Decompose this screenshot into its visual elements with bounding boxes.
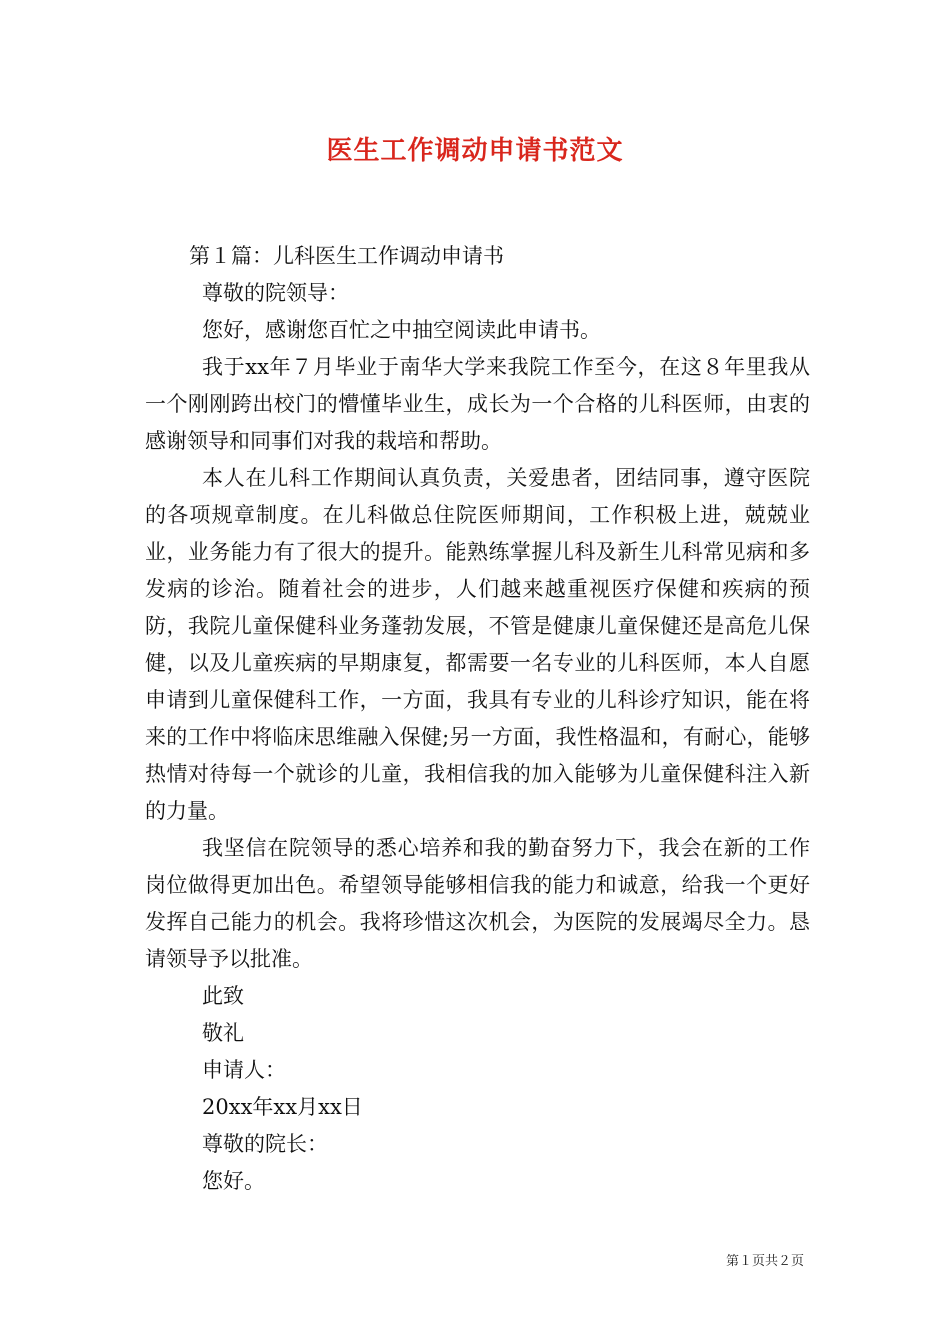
date: 20xx年xx月xx日 — [202, 1095, 363, 1119]
paragraph-2: 本人在儿科工作期间认真负责，关爱患者，团结同事，遵守医院的各项规章制度。在儿科做总住院医师期间，工作积极上进，兢兢业业，业务能力有了很大的提升。能熟练掌握儿科及新生儿科常见病和多发病的诊治。随着社会的进步，人们越来越重视医疗保健和疾病的预防，我院儿童保健科业务蓬勃发展，不管是健康儿童保健还是高危儿保健，以及儿童疾病的早期康复，都需要一名专业的儿科医师，本人自愿申请到儿童保健科工作，一方面，我具有专业的儿科诊疗知识，能在将来的工作中将临床思维融入保健;另一方面，我性格温和，有耐心，能够热情对待每一个就诊的儿童，我相信我的加入能够为儿童保健科注入新的力量。 — [145, 466, 810, 823]
greeting: 您好，感谢您百忙之中抽空阅读此申请书。 — [202, 318, 601, 342]
salutation-2: 尊敬的院长： — [202, 1132, 328, 1156]
page-indicator: 第１页共２页 — [725, 1254, 804, 1269]
salutation: 尊敬的院领导： — [202, 281, 349, 305]
section-heading: 第１篇：儿科医生工作调动申请书 — [189, 244, 504, 268]
closing-2: 敬礼 — [202, 1021, 244, 1045]
document-title: 医生工作调动申请书范文 — [326, 136, 624, 166]
greeting-2: 您好。 — [202, 1169, 265, 1193]
applicant-label: 申请人： — [202, 1058, 286, 1082]
paragraph-3: 我坚信在院领导的悉心培养和我的勤奋努力下，我会在新的工作岗位做得更加出色。希望领导能够相信我的能力和诚意，给我一个更好发挥自己能力的机会。我将珍惜这次机会，为医院的发展竭尽全力。恳请领导予以批准。 — [145, 836, 810, 971]
document-body — [145, 238, 810, 1200]
paragraph-1: 我于xx年７月毕业于南华大学来我院工作至今，在这８年里我从一个刚刚跨出校门的懵懂毕业生，成长为一个合格的儿科医师，由衷的感谢领导和同事们对我的栽培和帮助。 — [145, 355, 810, 453]
closing-1: 此致 — [202, 984, 244, 1008]
